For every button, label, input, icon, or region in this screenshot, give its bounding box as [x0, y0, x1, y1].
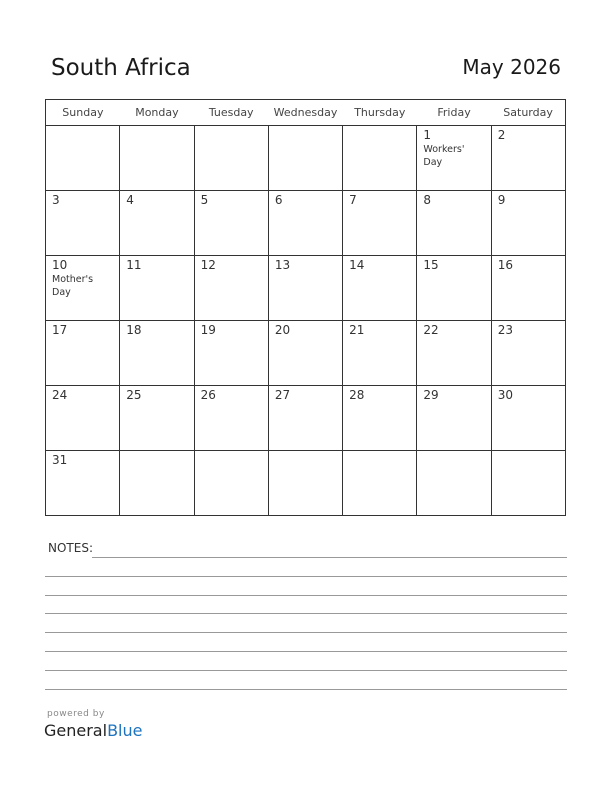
calendar-day-cell[interactable]: [491, 256, 565, 321]
calendar-day-cell[interactable]: [491, 321, 565, 386]
day-number: 4: [126, 193, 134, 207]
calendar-day-cell[interactable]: [268, 386, 342, 451]
calendar-day-cell[interactable]: [343, 451, 417, 516]
weekday-header: Tuesday: [194, 100, 268, 126]
calendar-day-cell[interactable]: [120, 126, 194, 191]
calendar-day-cell[interactable]: [491, 126, 565, 191]
calendar-day-cell[interactable]: [343, 321, 417, 386]
day-number: 2: [497, 128, 506, 142]
calendar-day-cell[interactable]: [268, 451, 342, 516]
calendar-day-cell[interactable]: [268, 321, 342, 386]
day-number: 7: [349, 193, 357, 207]
calendar-day-cell[interactable]: [120, 321, 194, 386]
day-number: 27: [274, 388, 291, 402]
calendar-week-row: [46, 321, 566, 386]
notes-line: [45, 576, 567, 577]
day-number: 26: [200, 388, 216, 402]
day-number: 14: [349, 258, 365, 272]
notes-line: [45, 595, 567, 596]
day-number: 11: [126, 258, 142, 272]
calendar-country-title: South Africa: [51, 55, 191, 81]
calendar-day-cell[interactable]: [343, 256, 417, 321]
day-number: 13: [274, 258, 291, 272]
brand-name-general: General: [44, 721, 108, 740]
calendar-day-cell[interactable]: [120, 386, 194, 451]
calendar-day-cell[interactable]: [491, 386, 565, 451]
day-number: 22: [423, 323, 439, 337]
day-number: 8: [423, 193, 432, 207]
calendar-day-cell[interactable]: [268, 256, 342, 321]
calendar-day-cell[interactable]: [194, 256, 268, 321]
day-number: 1: [423, 128, 432, 142]
calendar-day-cell[interactable]: [46, 126, 120, 191]
calendar-day-cell[interactable]: [46, 256, 120, 321]
calendar-week-row: [46, 126, 566, 191]
day-number: 16: [497, 258, 513, 272]
day-number: 3: [52, 193, 60, 207]
weekday-header: Thursday: [343, 100, 417, 126]
day-number: 12: [200, 258, 216, 272]
notes-line: [45, 613, 567, 614]
day-number: 9: [497, 193, 506, 207]
calendar-day-cell[interactable]: [194, 321, 268, 386]
calendar-day-cell[interactable]: [120, 191, 194, 256]
day-number: 15: [423, 258, 439, 272]
calendar-day-cell[interactable]: [194, 191, 268, 256]
calendar-day-cell[interactable]: [120, 256, 194, 321]
calendar-day-cell[interactable]: [46, 386, 120, 451]
calendar-grid: [45, 99, 566, 516]
day-number: 5: [200, 193, 209, 207]
day-number: 6: [274, 193, 283, 207]
calendar-day-cell[interactable]: [343, 386, 417, 451]
weekday-header-row: [46, 100, 566, 126]
calendar-day-cell[interactable]: [343, 191, 417, 256]
calendar-day-cell[interactable]: [417, 126, 491, 191]
calendar-week-row: [46, 386, 566, 451]
day-number: 10: [52, 258, 68, 272]
calendar-week-row: [46, 451, 566, 516]
holiday-label: Mother's Day: [52, 274, 94, 298]
calendar-month-title: May 2026: [462, 55, 561, 79]
calendar-day-cell[interactable]: [417, 451, 491, 516]
day-number: 17: [52, 323, 68, 337]
day-number: 31: [52, 453, 68, 467]
day-number: 19: [200, 323, 216, 337]
day-number: 29: [423, 388, 439, 402]
day-number: 25: [126, 388, 142, 402]
calendar-day-cell[interactable]: [417, 386, 491, 451]
calendar-day-cell[interactable]: [268, 126, 342, 191]
brand-logo[interactable]: [44, 721, 142, 740]
calendar-day-cell[interactable]: [194, 126, 268, 191]
calendar-day-cell[interactable]: [491, 451, 565, 516]
notes-line: [45, 689, 567, 690]
day-number: 30: [497, 388, 513, 402]
notes-line: [92, 557, 567, 558]
weekday-header: Monday: [120, 100, 194, 126]
notes-line: [45, 670, 567, 671]
holiday-label: Workers' Day: [423, 144, 465, 168]
day-number: 18: [126, 323, 142, 337]
calendar-week-row: [46, 191, 566, 256]
weekday-header: Wednesday: [268, 100, 342, 126]
weekday-header: Sunday: [46, 100, 120, 126]
day-number: 21: [349, 323, 365, 337]
notes-line: [45, 651, 567, 652]
calendar-day-cell[interactable]: [46, 321, 120, 386]
notes-line: [45, 632, 567, 633]
calendar-day-cell[interactable]: [194, 451, 268, 516]
calendar-day-cell[interactable]: [194, 386, 268, 451]
calendar-day-cell[interactable]: [417, 321, 491, 386]
day-number: 24: [52, 388, 68, 402]
calendar-day-cell[interactable]: [491, 191, 565, 256]
day-number: 28: [349, 388, 365, 402]
calendar-day-cell[interactable]: [120, 451, 194, 516]
calendar-day-cell[interactable]: [343, 126, 417, 191]
calendar-day-cell[interactable]: [268, 191, 342, 256]
powered-by-text: powered by: [47, 709, 105, 719]
weekday-header: Friday: [417, 100, 491, 126]
calendar-week-row: [46, 256, 566, 321]
day-number: 23: [497, 323, 513, 337]
notes-label: NOTES:: [48, 541, 93, 555]
weekday-header: Saturday: [491, 100, 565, 126]
calendar-day-cell[interactable]: [46, 451, 120, 516]
day-number: 20: [274, 323, 291, 337]
calendar-day-cell[interactable]: [46, 191, 120, 256]
calendar-day-cell[interactable]: [417, 256, 491, 321]
calendar-day-cell[interactable]: [417, 191, 491, 256]
brand-name-blue: Blue: [107, 721, 143, 740]
